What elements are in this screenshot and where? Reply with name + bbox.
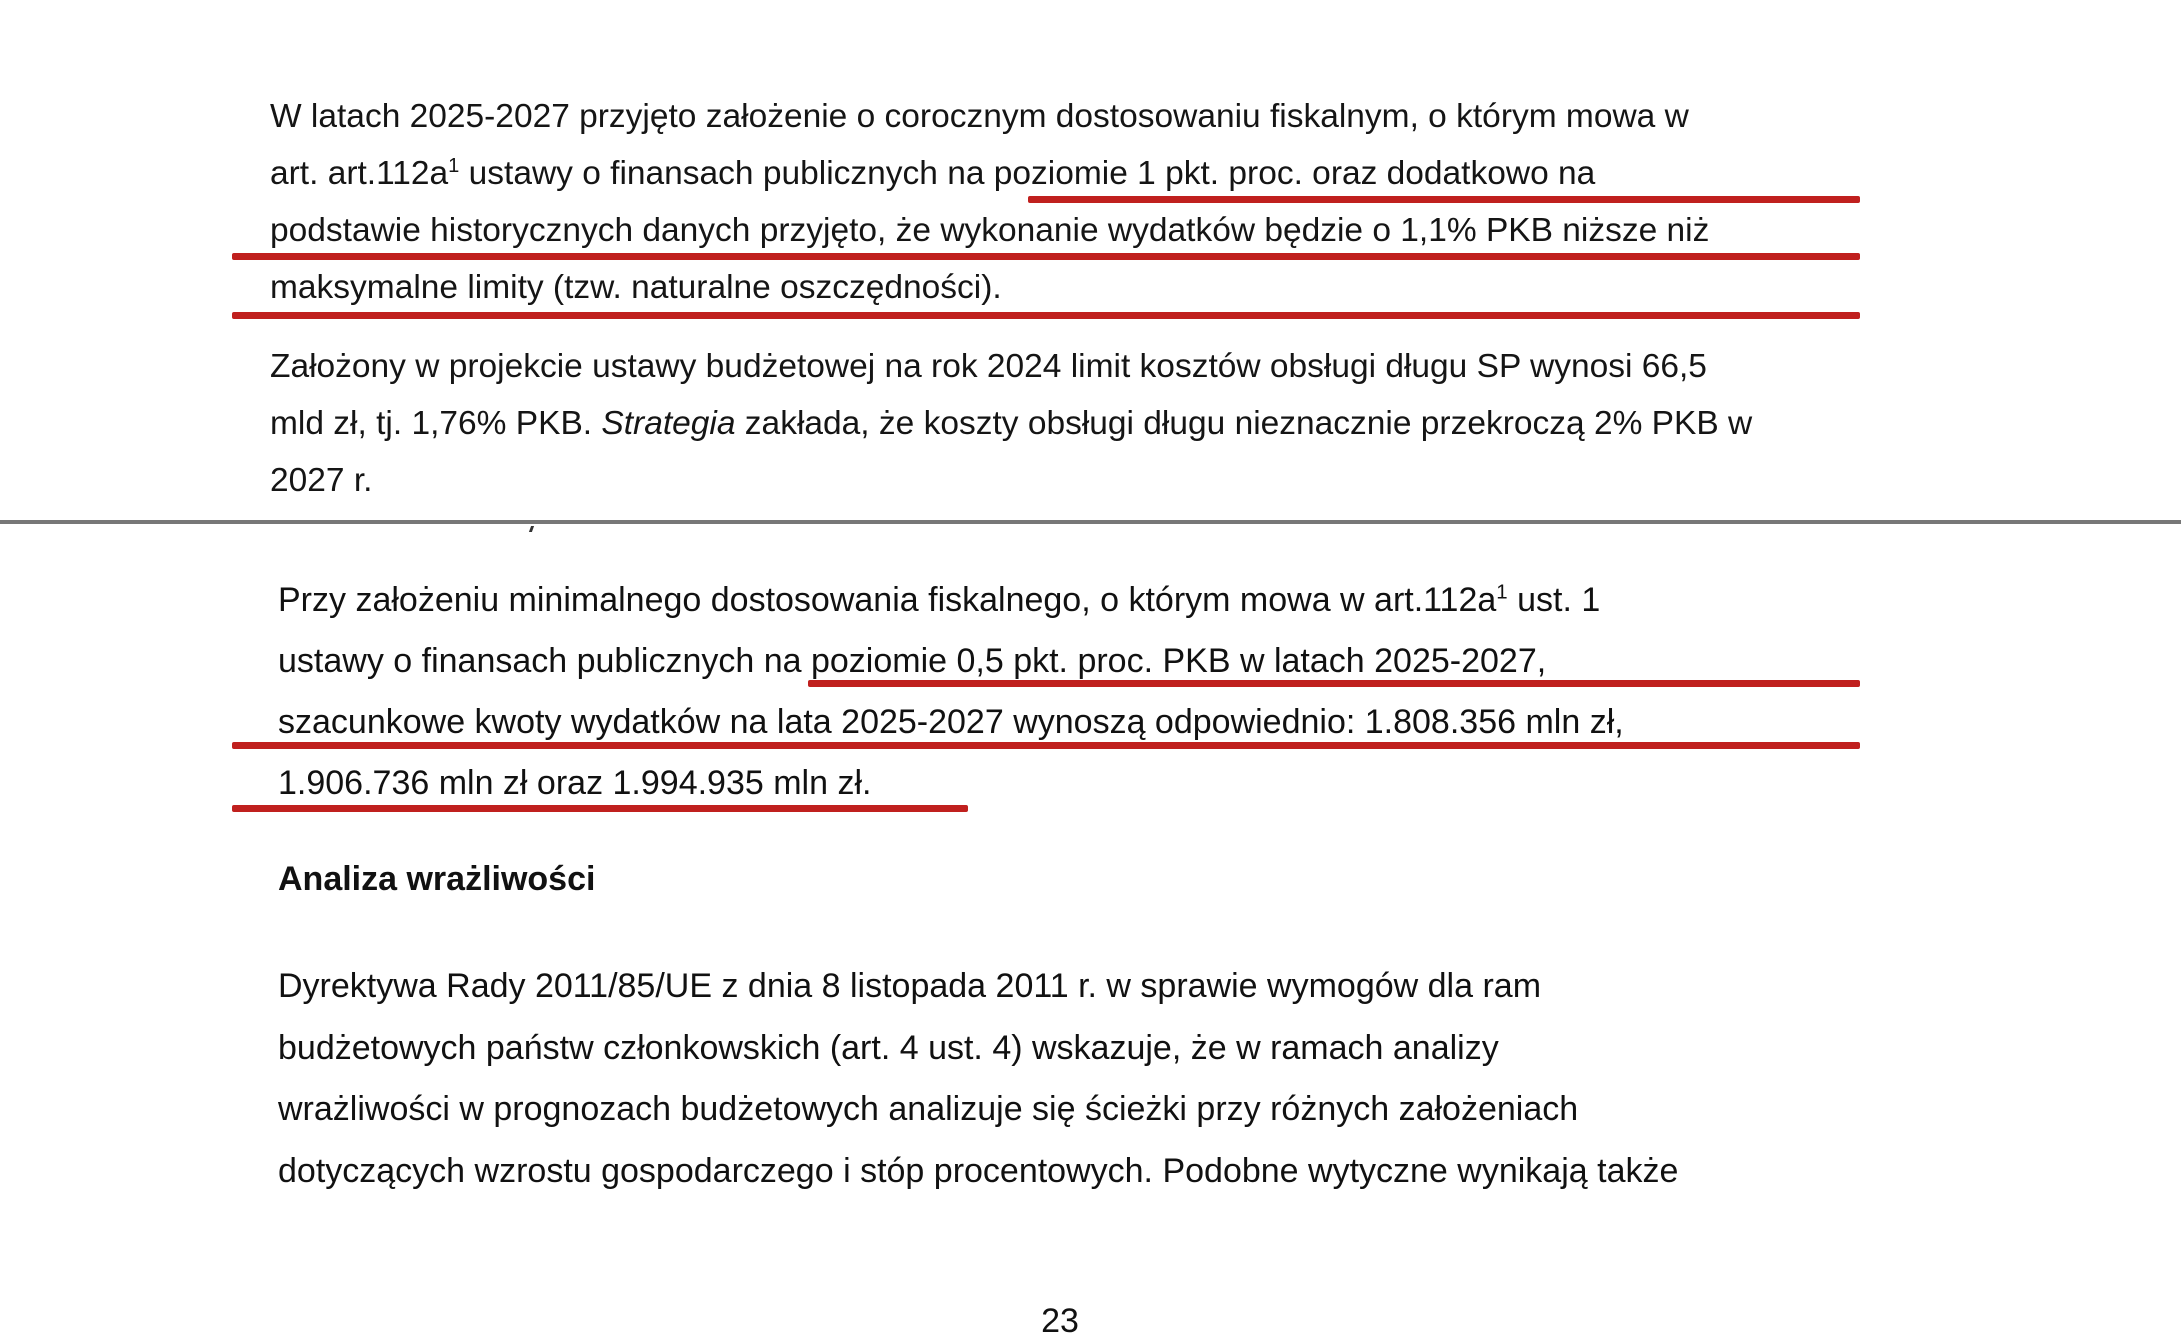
text-segment: art. art.112a xyxy=(270,155,449,192)
text-line: maksymalne limity (tzw. naturalne oszczędności). xyxy=(270,269,1002,306)
page-number: 23 xyxy=(1041,1302,1079,1340)
highlight-underline xyxy=(232,742,1860,749)
top-paragraph-debt-service xyxy=(270,338,1890,509)
highlight-underline xyxy=(232,312,1860,319)
highlight-underline xyxy=(808,680,1860,687)
bottom-paragraph-sensitivity xyxy=(278,956,1898,1202)
text-segment: ust. 1 xyxy=(1507,581,1601,619)
italic-term: Strategia xyxy=(601,405,736,442)
text-line: podstawie historycznych danych przyjęto, że wykonanie wydatków będzie o 1,1% PKB niższe niż xyxy=(270,212,1710,249)
text-line: 1.906.736 mln zł oraz 1.994.935 mln zł. xyxy=(278,764,872,802)
text-line xyxy=(270,145,1890,202)
superscript: 1 xyxy=(1496,581,1508,604)
superscript: 1 xyxy=(448,154,460,177)
text-line: 2027 r. xyxy=(270,462,373,499)
bottom-paragraph-minimum-adjustment xyxy=(278,570,1898,814)
cropped-glyph xyxy=(529,526,544,532)
text-segment: zakłada, że koszty obsługi długu nieznacznie przekroczą 2% PKB w xyxy=(735,405,1753,442)
text-line: Dyrektywa Rady 2011/85/UE z dnia 8 listopada 2011 r. w sprawie wymogów dla ram xyxy=(278,967,1542,1005)
text-segment: ustawy o finansach publicznych na poziomie 1 pkt. proc. oraz dodatkowo na xyxy=(459,155,1596,192)
text-line: W latach 2025-2027 przyjęto założenie o corocznym dostosowaniu fiskalnym, o którym mowa w xyxy=(270,98,1689,135)
text-line xyxy=(270,395,1890,452)
text-line: szacunkowe kwoty wydatków na lata 2025-2027 wynoszą odpowiednio: 1.808.356 mln zł, xyxy=(278,703,1624,741)
text-segment: Przy założeniu minimalnego dostosowania fiskalnego, o którym mowa w art.112a xyxy=(278,581,1497,619)
highlight-underline xyxy=(1028,196,1860,203)
text-line: budżetowych państw członkowskich (art. 4 ust. 4) wskazuje, że w ramach analizy xyxy=(278,1028,1499,1067)
excerpt-divider xyxy=(0,520,2181,524)
text-line: Założony w projekcie ustawy budżetowej na rok 2024 limit kosztów obsługi długu SP wynosi 66,5 xyxy=(270,348,1707,385)
text-segment: mld zł, tj. 1,76% PKB. xyxy=(270,405,602,442)
section-heading: Analiza wrażliwości xyxy=(278,860,596,898)
text-line xyxy=(278,570,1898,631)
top-excerpt xyxy=(0,0,2181,522)
text-line: dotyczących wzrostu gospodarczego i stóp procentowych. Podobne wytyczne wynikają także xyxy=(278,1151,1679,1190)
text-line: ustawy o finansach publicznych na poziomie 0,5 pkt. proc. PKB w latach 2025-2027, xyxy=(278,642,1547,680)
text-line: wrażliwości w prognozach budżetowych analizuje się ścieżki przy różnych założeniach xyxy=(278,1090,1579,1128)
highlight-underline xyxy=(232,253,1860,260)
highlight-underline xyxy=(232,805,968,812)
bottom-excerpt xyxy=(0,526,2181,1343)
